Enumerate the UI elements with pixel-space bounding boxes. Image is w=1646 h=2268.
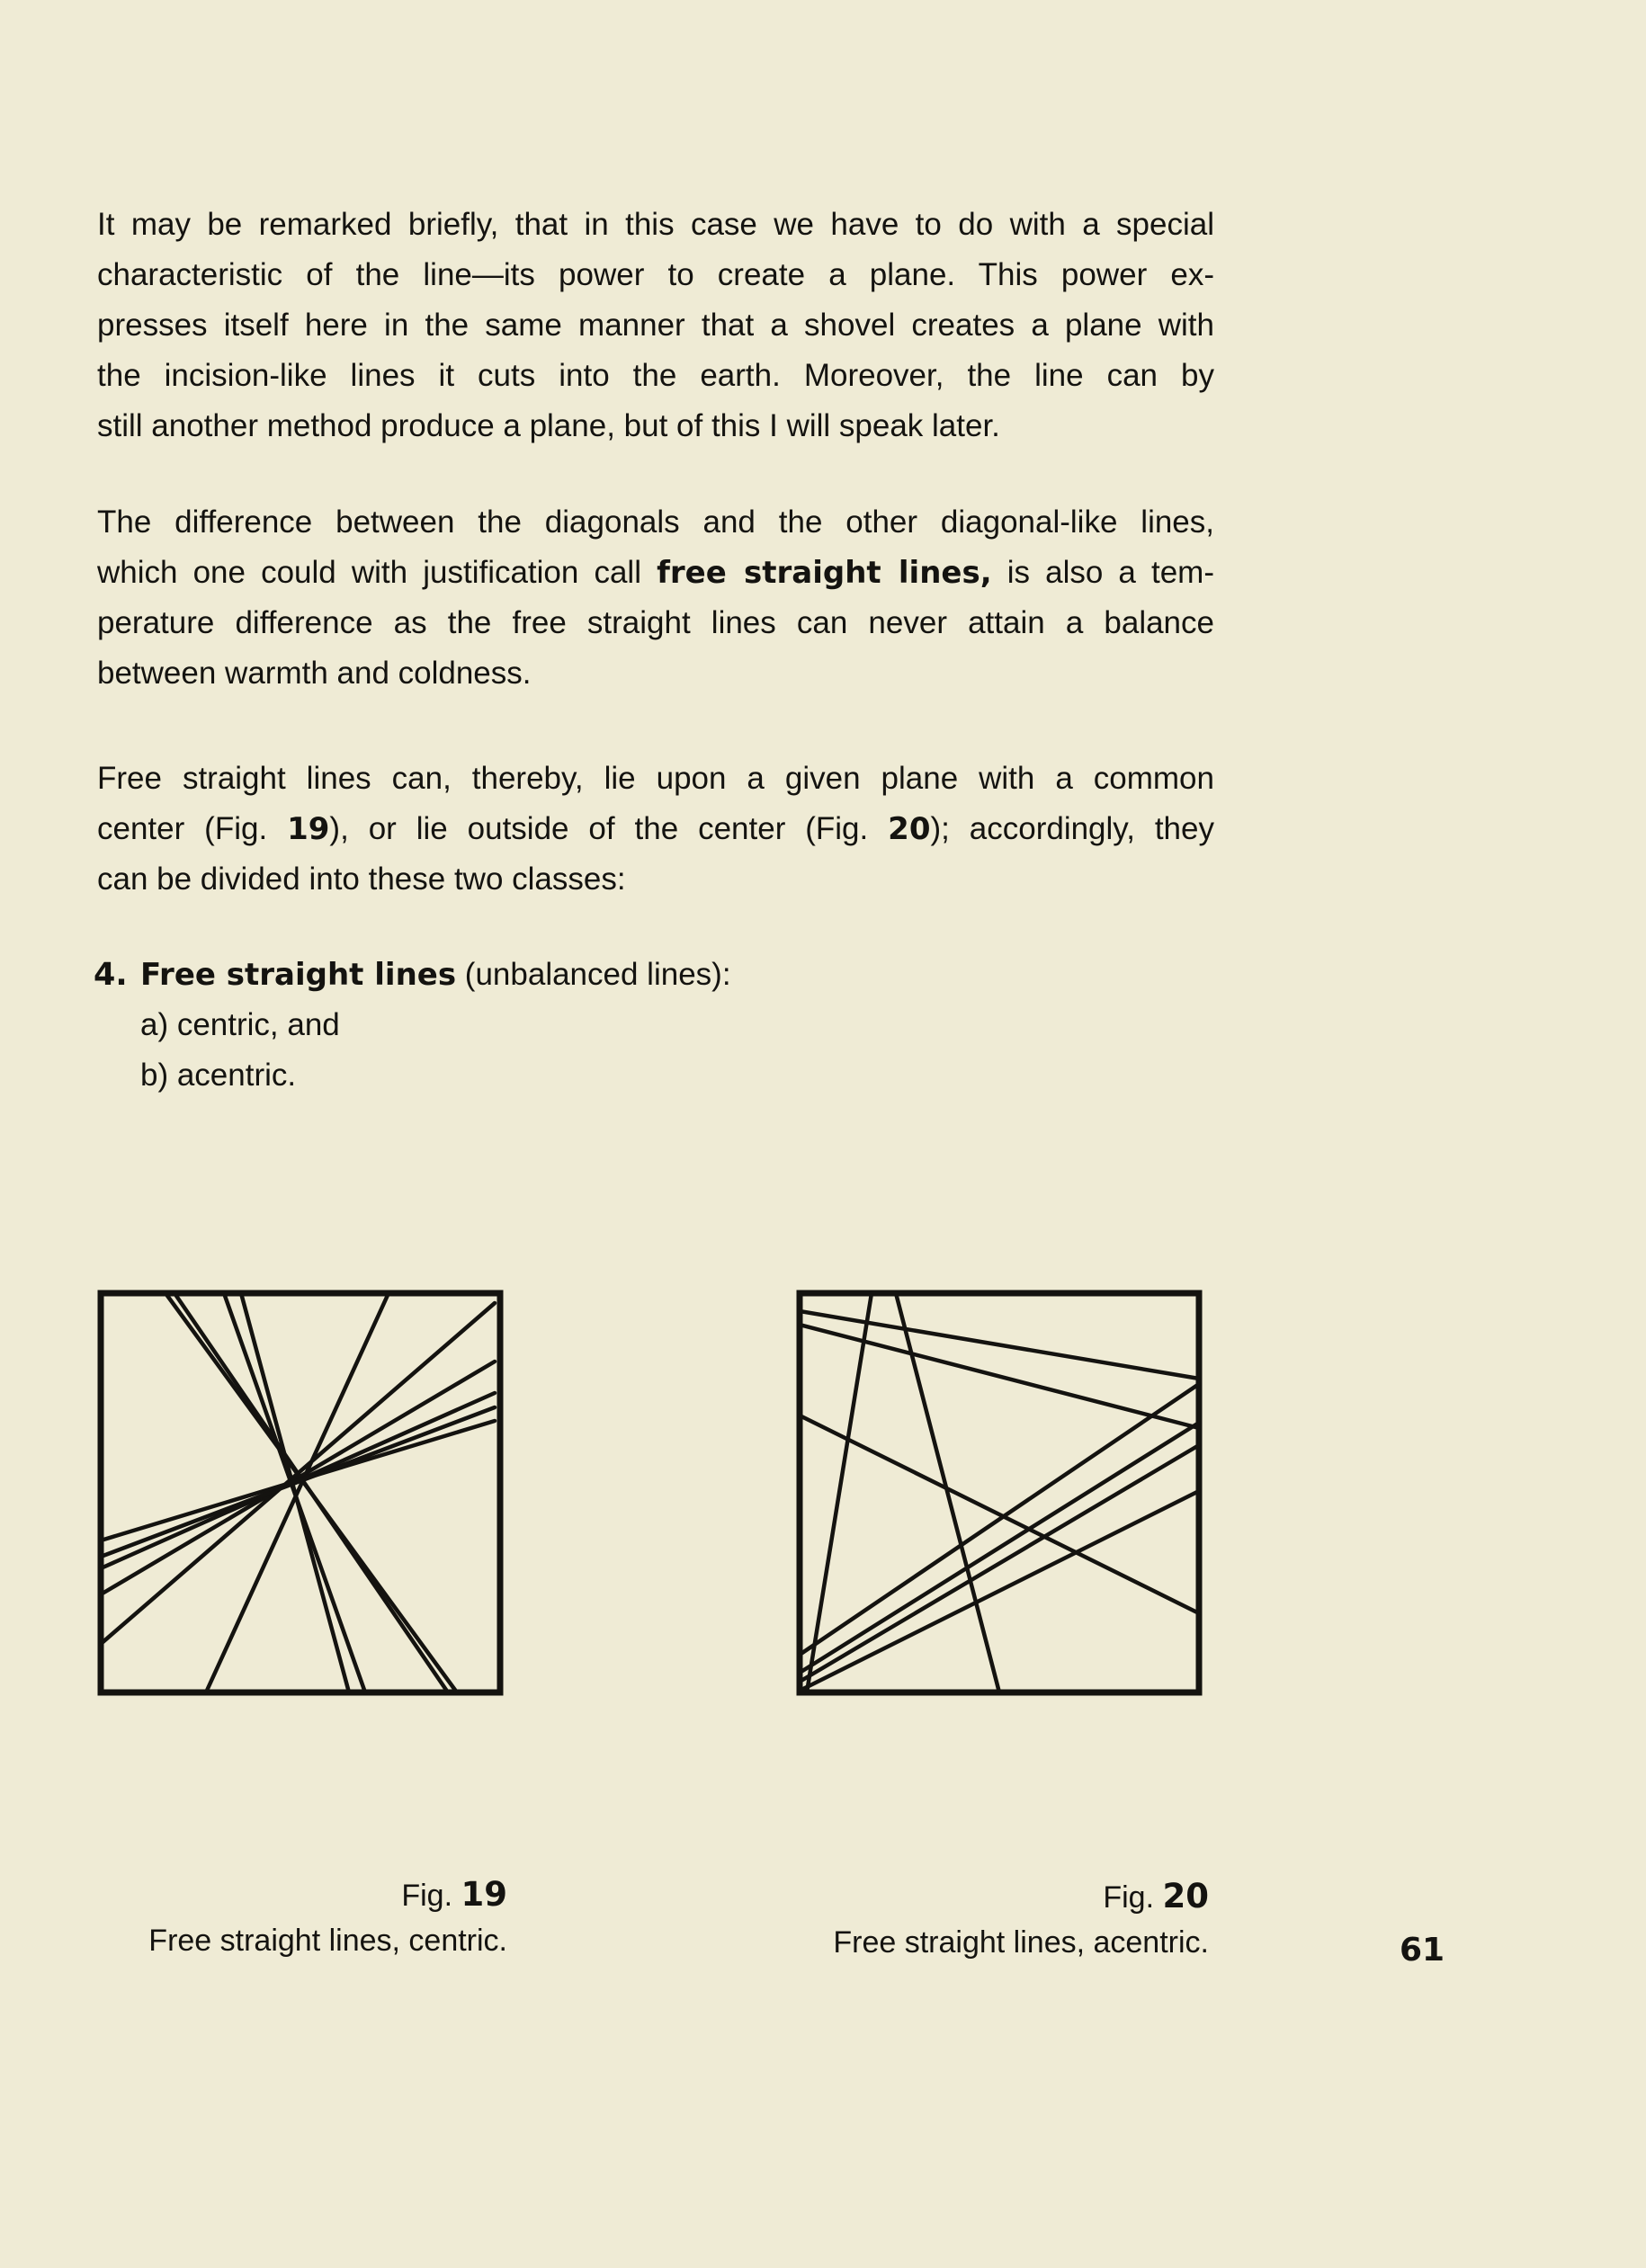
figure-frame [101, 1293, 500, 1692]
paragraph-line [97, 804, 1214, 854]
fig-prefix: Fig. [1103, 1880, 1155, 1915]
list-title: Free straight lines [140, 957, 457, 993]
line [800, 1415, 1199, 1613]
line-text: center (Fig. [97, 811, 288, 846]
fig-ref-20: 20 [888, 811, 931, 847]
figure-20-acentric [794, 1288, 1204, 1698]
paragraph-3 [97, 754, 1214, 905]
fig-ref-19: 19 [287, 811, 330, 847]
line [101, 1303, 495, 1644]
acentric-lines [800, 1293, 1199, 1692]
line [800, 1423, 1199, 1673]
figure-caption-text: Free straight lines, acentric. [833, 1925, 1209, 1960]
list-number: 4. [94, 957, 128, 993]
figure-19-centric [95, 1288, 505, 1698]
paragraph-line: Free straight lines can, thereby, lie upon a given plane with a common [97, 761, 1214, 796]
figure-label [781, 1874, 1209, 1920]
list-qualifier: (unbalanced lines): [456, 957, 731, 992]
list-heading [94, 950, 731, 1000]
page-number: 61 [1400, 1932, 1445, 1969]
fig-prefix: Fig. [401, 1879, 453, 1913]
line-text: ), or lie outside of the center (Fig. [329, 811, 889, 846]
centric-lines [101, 1293, 495, 1692]
list-item: b) acentric. [140, 1058, 297, 1093]
paragraph-line [97, 548, 1214, 598]
line-text: is also a tem- [991, 555, 1214, 590]
paragraph-line: It may be remarked briefly, that in this case we have to do with a special [97, 207, 1214, 242]
caption-figure-20 [781, 1874, 1209, 1965]
list-item: a) centric, and [140, 1007, 340, 1042]
line [101, 1362, 495, 1594]
paragraph-2 [97, 497, 1214, 699]
paragraph-line: the incision-like lines it cuts into the earth. Moreover, the line can by [97, 358, 1214, 393]
line [800, 1445, 1199, 1682]
line-text: which one could with justification call [97, 555, 658, 590]
line [206, 1293, 389, 1692]
paragraph-line: between warmth and coldness. [97, 656, 532, 691]
caption-figure-19 [94, 1872, 507, 1963]
paragraph-line: presses itself here in the same manner that a shovel creates a plane with [97, 308, 1214, 343]
line [101, 1421, 495, 1540]
figure-20-drawing [794, 1288, 1204, 1698]
paragraph-line: The difference between the diagonals and the other diagonal-like lines, [97, 504, 1214, 540]
classification-list [94, 950, 731, 1101]
term-free-straight-lines: free straight lines, [657, 555, 992, 591]
paragraph-line: can be divided into these two classes: [97, 862, 626, 897]
figure-caption-text: Free straight lines, centric. [148, 1924, 507, 1958]
line-text: ); accordingly, they [930, 811, 1214, 846]
figure-19-drawing [95, 1288, 505, 1698]
paragraph-line: characteristic of the line—its power to create a plane. This power ex- [97, 257, 1214, 292]
figure-number: 20 [1162, 1877, 1209, 1915]
figure-number: 19 [461, 1875, 507, 1914]
paragraph-line: still another method produce a plane, but of this I will speak later. [97, 408, 1000, 443]
paragraph-1 [97, 200, 1214, 451]
paragraph-line: perature difference as the free straight lines can never attain a balance [97, 605, 1214, 640]
line [174, 1293, 448, 1692]
figure-frame [800, 1293, 1199, 1692]
figure-label [94, 1872, 507, 1918]
